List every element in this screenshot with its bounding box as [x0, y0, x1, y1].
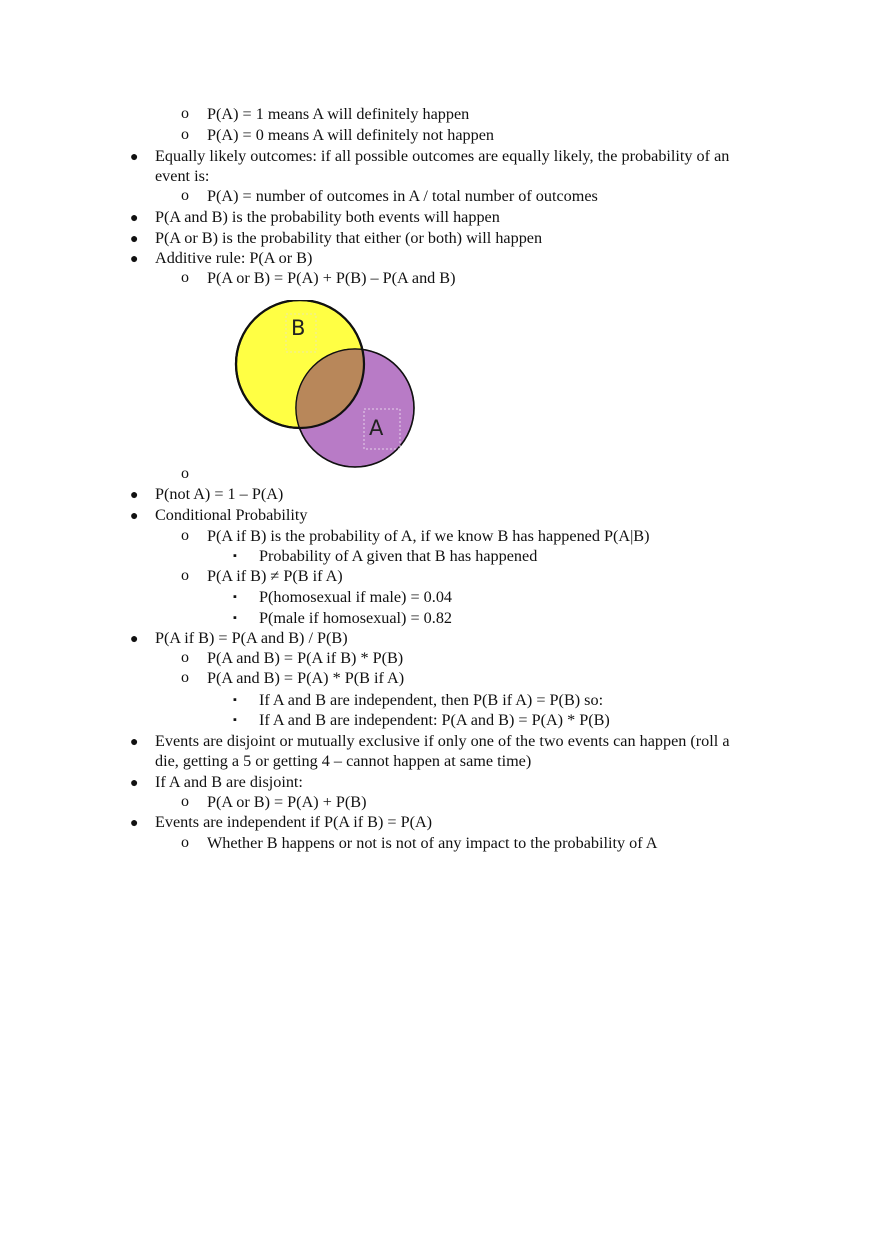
bullet-icon: ● [130, 507, 139, 523]
list-text: If A and B are disjoint: [155, 773, 303, 791]
list-text: P(A or B) is the probability that either (or both) will happen [155, 229, 543, 247]
square-bullet-icon: ▪ [233, 714, 237, 726]
label-a: A [369, 416, 384, 440]
list-text: Conditional Probability [155, 506, 308, 524]
list-text: P(A or B) = P(A) + P(B) [207, 793, 367, 811]
list-text: P(A if B) = P(A and B) / P(B) [155, 629, 348, 647]
venn-diagram [230, 300, 420, 472]
list-text: P(not A) = 1 – P(A) [155, 485, 284, 503]
list-text: P(homosexual if male) = 0.04 [259, 588, 453, 606]
list-text: If A and B are independent: P(A and B) = P(A) * P(B) [259, 711, 610, 729]
bullet-icon: ● [130, 774, 139, 790]
bullet-icon: ● [130, 209, 139, 225]
bullet-icon: ● [130, 250, 139, 266]
list-text: P(A) = 1 means A will definitely happen [207, 105, 470, 123]
label-b: B [291, 316, 306, 340]
list-text: P(male if homosexual) = 0.82 [259, 609, 453, 627]
list-text: P(A if B) is the probability of A, if we know B has happened P(A|B) [207, 527, 650, 545]
bullet-icon: ● [130, 630, 139, 646]
list-text: P(A or B) = P(A) + P(B) – P(A and B) [207, 269, 456, 287]
list-text: Events are independent if P(A if B) = P(A) [155, 813, 433, 831]
list-text: P(A and B) = P(A if B) * P(B) [207, 649, 404, 667]
list-marker: o [181, 105, 189, 122]
list-marker: o [181, 269, 189, 286]
list-text: P(A and B) is the probability both events will happen [155, 208, 500, 226]
list-marker: o [181, 126, 189, 143]
list-text: Additive rule: P(A or B) [155, 249, 313, 267]
list-text: Equally likely outcomes: if all possible outcomes are equally likely, the probability of an [155, 147, 730, 165]
list-text: Events are disjoint or mutually exclusive if only one of the two events can happen (roll a [155, 732, 730, 750]
list-text: P(A) = number of outcomes in A / total number of outcomes [207, 187, 598, 205]
list-text: P(A and B) = P(A) * P(B if A) [207, 669, 405, 687]
square-bullet-icon: ▪ [233, 694, 237, 706]
list-marker: o [181, 793, 189, 810]
list-text: event is: [155, 167, 210, 185]
list-marker: o [181, 649, 189, 666]
list-text: Probability of A given that B has happened [259, 547, 538, 565]
bullet-icon: ● [130, 733, 139, 749]
list-text: P(A) = 0 means A will definitely not happen [207, 126, 494, 144]
list-marker: o [181, 567, 189, 584]
list-text: If A and B are independent, then P(B if A) = P(B) so: [259, 691, 604, 709]
list-text: die, getting a 5 or getting 4 – cannot happen at same time) [155, 752, 532, 770]
list-marker: o [181, 669, 189, 686]
bullet-icon: ● [130, 814, 139, 830]
list-text: P(A if B) ≠ P(B if A) [207, 567, 343, 585]
list-marker: o [181, 527, 189, 544]
bullet-icon: ● [130, 486, 139, 502]
list-marker: o [181, 834, 189, 851]
square-bullet-icon: ▪ [233, 612, 237, 624]
list-text: Whether B happens or not is not of any impact to the probability of A [207, 834, 658, 852]
square-bullet-icon: ▪ [233, 591, 237, 603]
list-marker: o [181, 465, 189, 482]
square-bullet-icon: ▪ [233, 550, 237, 562]
bullet-icon: ● [130, 230, 139, 246]
list-marker: o [181, 187, 189, 204]
bullet-icon: ● [130, 148, 139, 164]
